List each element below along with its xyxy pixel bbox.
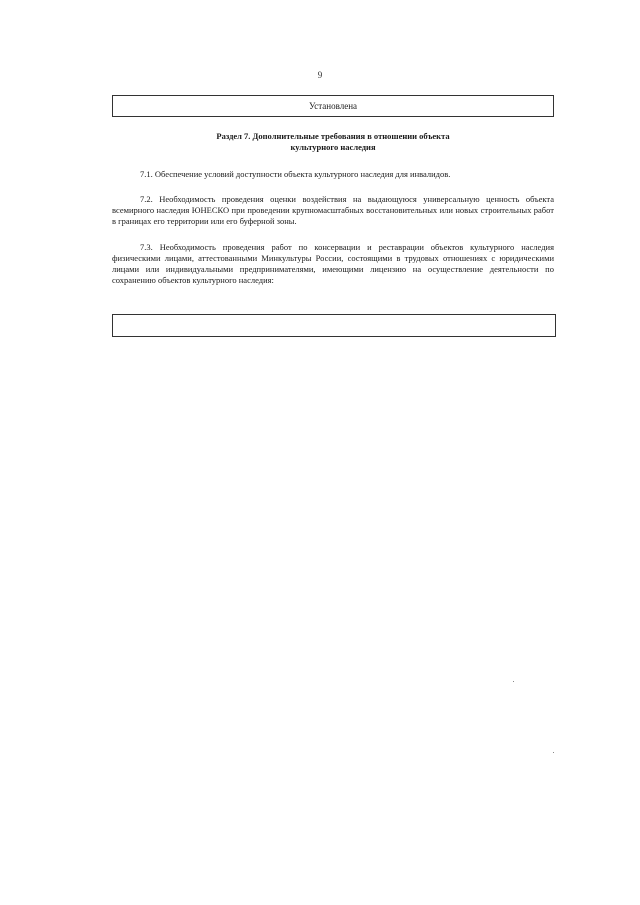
paragraph-7-3: 7.3. Необходимость проведения работ по консервации и реставрации объектов культурного наследия физическими лицами, аттестованными Минкультуры России, состоящими в трудовых отношениях с юридическими лицами или индивидуальными предпринимателями, имеющими лицензию на осуществление деятельности по сохранению объектов культурного наследия: [112,242,554,285]
section-title [112,131,554,153]
page-number: 9 [317,70,323,80]
paragraph-7-2: 7.2. Необходимость проведения оценки воздействия на выдающуюся универсальную ценность объекта всемирного наследия ЮНЕСКО при проведении крупномасштабных восстановительных или новых строительных работ в границах его территории или его буферной зоны. [112,194,554,226]
paragraph-7-1: 7.1. Обеспечение условий доступности объекта культурного наследия для инвалидов. [140,169,451,179]
status-box [112,95,554,117]
section-title-line-1: Раздел 7. Дополнительные требования в отношении объекта [216,131,450,141]
scan-speck [553,752,554,753]
status-label: Установлена [308,101,358,111]
empty-requirement-box [112,314,556,337]
scan-speck [513,681,514,682]
section-title-line-2: культурного наследия [290,142,376,152]
